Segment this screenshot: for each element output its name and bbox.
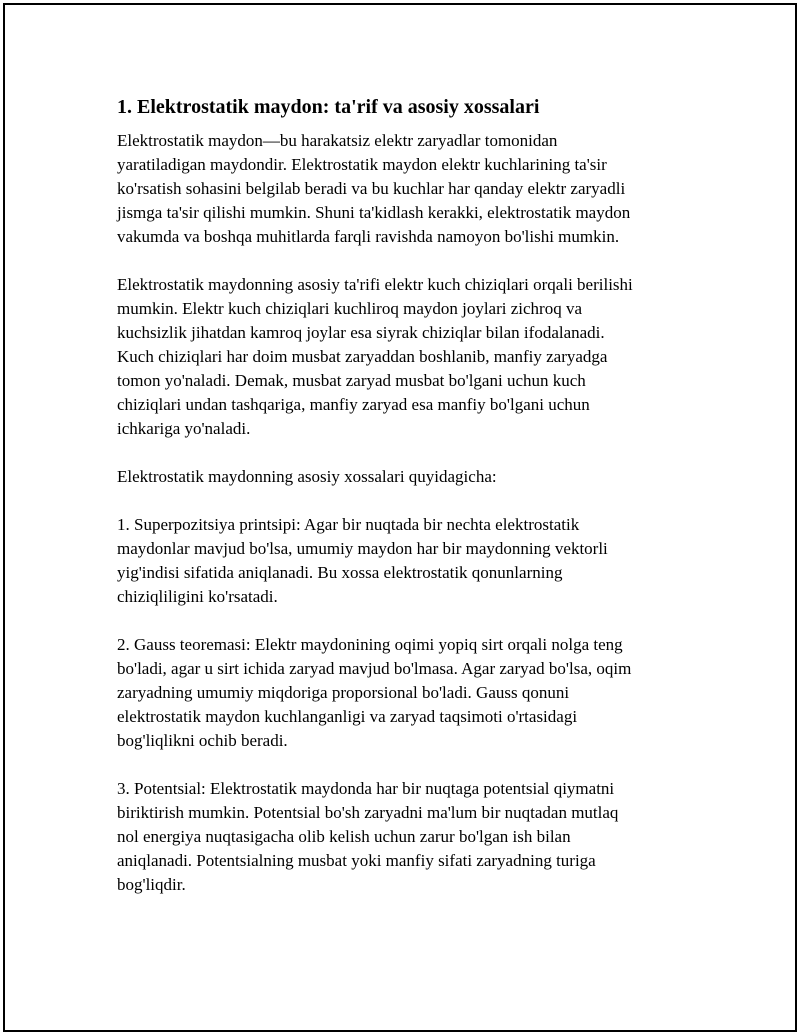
paragraph-line: bog'liqdir. [117, 875, 186, 894]
paragraph [117, 129, 687, 249]
paragraph-line: Kuch chiziqlari har doim musbat zaryaddan boshlanib, manfiy zaryadga [117, 347, 608, 366]
paragraph-line: Elektrostatik maydon—bu harakatsiz elektr zaryadlar tomonidan [117, 131, 558, 150]
paragraph-line: nol energiya nuqtasigacha olib kelish uchun zarur bo'lgan ish bilan [117, 827, 571, 846]
paragraph-line: ko'rsatish sohasini belgilab beradi va bu kuchlar har qanday elektr zaryadli [117, 179, 626, 198]
paragraph-line: maydonlar mavjud bo'lsa, umumiy maydon har bir maydonning vektorli [117, 539, 608, 558]
paragraph [117, 777, 687, 897]
paragraph-line: kuchsizlik jihatdan kamroq joylar esa siyrak chiziqlar bilan ifodalanadi. [117, 323, 605, 342]
paragraph-line: chiziqlari undan tashqariga, manfiy zaryad esa manfiy bo'lgani uchun [117, 395, 590, 414]
paragraph [117, 273, 687, 441]
paragraph-line: yaratiladigan maydondir. Elektrostatik maydon elektr kuchlarining ta'sir [117, 155, 607, 174]
paragraph-line: mumkin. Elektr kuch chiziqlari kuchliroq maydon joylari zichroq va [117, 299, 583, 318]
paragraph-line: biriktirish mumkin. Potentsial bo'sh zaryadni ma'lum bir nuqtadan mutlaq [117, 803, 619, 822]
paragraph-line: Elektrostatik maydonning asosiy xossalari quyidagicha: [117, 467, 497, 486]
paragraph [117, 633, 687, 753]
paragraph-line: tomon yo'naladi. Demak, musbat zaryad musbat bo'lgani uchun kuch [117, 371, 586, 390]
paragraph-line: bog'liqlikni ochib beradi. [117, 731, 288, 750]
paragraph [117, 513, 687, 609]
paragraph-line: Elektrostatik maydonning asosiy ta'rifi elektr kuch chiziqlari orqali berilishi [117, 275, 633, 294]
paragraph-line: aniqlanadi. Potentsialning musbat yoki manfiy sifati zaryadning turiga [117, 851, 596, 870]
paragraph-line: bo'ladi, agar u sirt ichida zaryad mavjud bo'lmasa. Agar zaryad bo'lsa, oqim [117, 659, 632, 678]
paragraph-line: 2. Gauss teoremasi: Elektr maydonining oqimi yopiq sirt orqali nolga teng [117, 635, 623, 654]
paragraph-line: zaryadning umumiy miqdoriga proporsional bo'ladi. Gauss qonuni [117, 683, 570, 702]
paragraph-line: elektrostatik maydon kuchlanganligi va zaryad taqsimoti o'rtasidagi [117, 707, 578, 726]
paragraph-list [117, 129, 687, 897]
document-body [117, 93, 687, 921]
paragraph-line: chiziqliligini ko'rsatadi. [117, 587, 278, 606]
paragraph-line: yig'indisi sifatida aniqlanadi. Bu xossa elektrostatik qonunlarning [117, 563, 563, 582]
document-title: 1. Elektrostatik maydon: ta'rif va asosiy xossalari [117, 96, 540, 118]
paragraph-line: 1. Superpozitsiya printsipi: Agar bir nuqtada bir nechta elektrostatik [117, 515, 580, 534]
paragraph [117, 465, 687, 489]
paragraph-line: 3. Potentsial: Elektrostatik maydonda har bir nuqtaga potentsial qiymatni [117, 779, 615, 798]
paragraph-line: vakumda va boshqa muhitlarda farqli ravishda namoyon bo'lishi mumkin. [117, 227, 620, 246]
paragraph-line: ichkariga yo'naladi. [117, 419, 251, 438]
paragraph-line: jismga ta'sir qilishi mumkin. Shuni ta'kidlash kerakki, elektrostatik maydon [117, 203, 631, 222]
